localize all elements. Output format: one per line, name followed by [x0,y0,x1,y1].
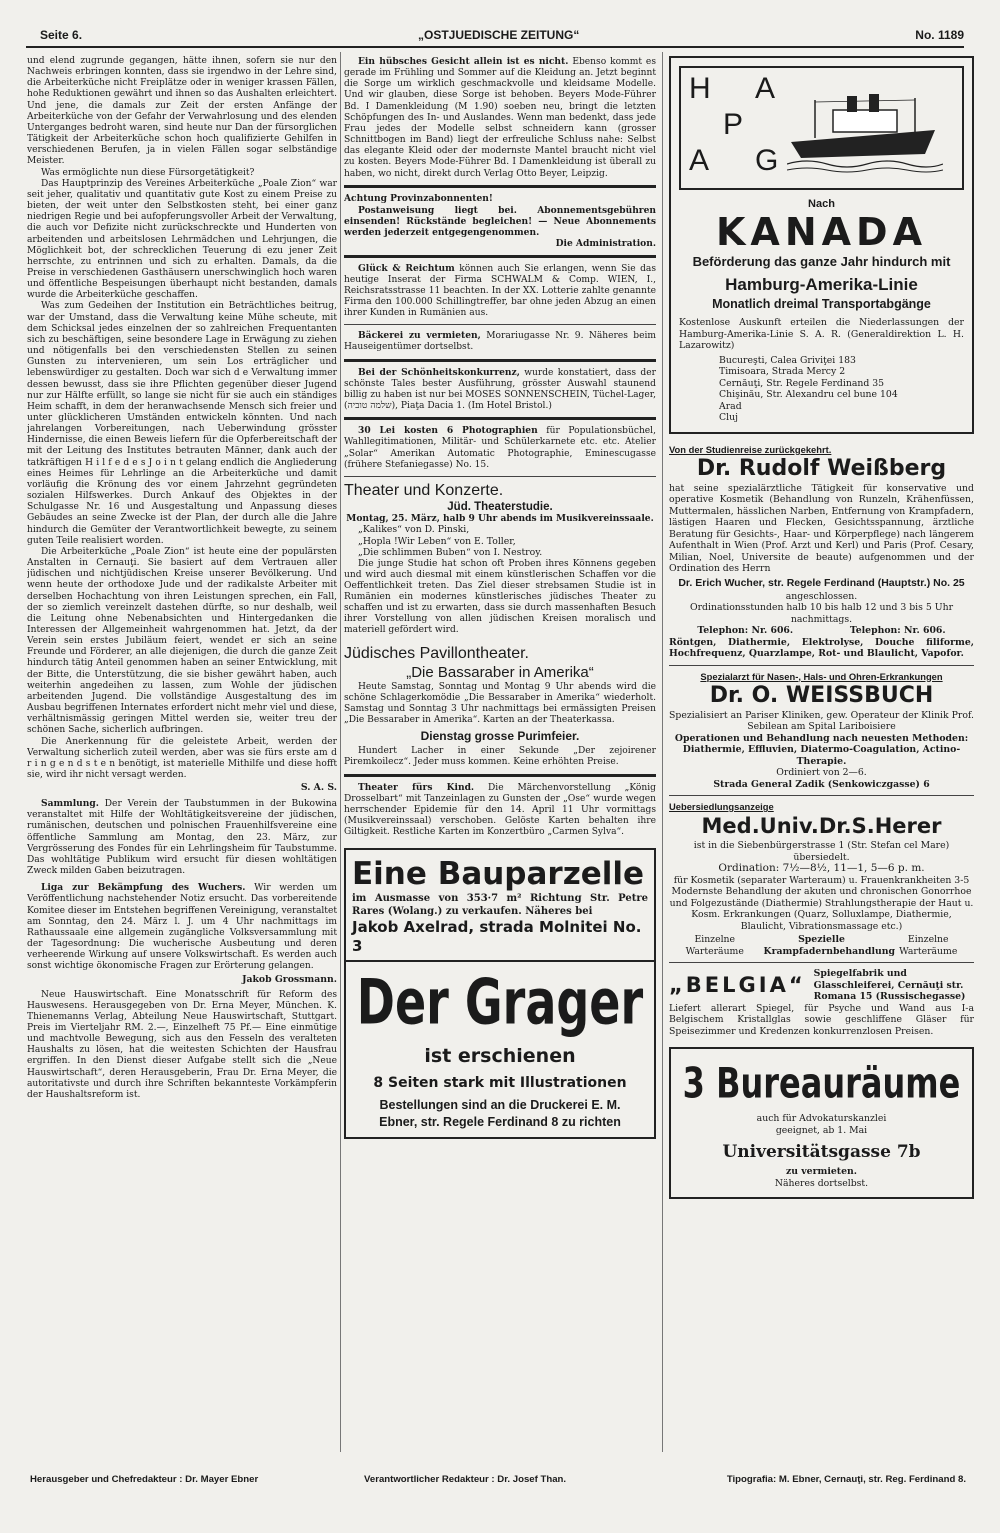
notice-signature: Die Administration. [555,238,656,250]
news-item-heading: Neue Hauswirtschaft. [41,989,148,1000]
hapag-kanada: KANADA [715,210,928,254]
hapag-letter: P [723,108,744,141]
separator [344,774,656,777]
purim-title: Dienstag grosse Purimfeier. [420,729,580,744]
article-paragraph: Das Hauptprinzip des Vereines Arbeiterküche „Poale Zion“ war seit jeher, qualitativ und quantitativ gute Kost zu einem Preise zu bieten, der weit unter den Selbstkosten steht, bei einer ganz niedrigen Regie und bei aufopferungsvoller Arbeit der Verwaltung, die auch vor Defizite nicht zurückschreckte und Hunderten von arbeitenden und arbeitslosen Lehrmädchen und Lehrjungen, die Möglichkeit bot, der schrecklichen Teuerung di ezu jener Zeit herrschte, zu entrinnen und sich zu erhalten. Damals, da die Preise in verschiedenen Gasthäusern unerschwinglich hoch waren und öffentliche Bespeisungen überhaupt nicht bestanden, damals wurde die Arbeiterküche geschaffen. [27,178,337,301]
hapag-branch: Chişinău, Str. Alexandru cel bune 104 [719,389,898,400]
news-item-signature: Jakob Grossmann. [242,973,337,985]
hapag-letter: H [689,72,711,105]
weissbuch-specialty: Spezialarzt für Nasen-, Hals- und Ohren-Erkrankungen [700,670,943,682]
article-paragraph: Die Arbeiterküche „Poale Zion“ ist heute eine der populärsten Anstalten in Cernauţi. Sie basiert auf dem Vertrauen aller jüdischen und nichtjüdischen Kreise unserer Bevölkerung. Und wenn heute der orthodoxe Jude und der radikalste Arbeiter mit derselben Hochachtung von ihren Leistungen sprechen, ein Fall, der so ziemlich vereinzelt dastehen dürfte, so nur deshalb, weil die Leitung ohne Nebenabsichten und Hintergedanken die Interessen der Allgemeinheit wahrgenommen hat. Jetzt, da der Verein sein erstes Jubiläum feiert, wendet er sich an seine Freunde und Förderer, an alle diejenigen, die durch die ganze Zeit hindurch tätig Anteil genommen haben an seiner Entwicklung, mit der Bitte, die Unterstützung, die sie bisher gewährt haben, auch weiterhin angedeihen zu lassen, zum Wohle der jüdischen arbeitenden Jugend. Die vollständige Ausgestaltung des im Ausbau begriffenen Internates erfordert nicht mehr viel und diese, verhältnismässig geringen Mittel werden sie, weiter treu der schönen Sache, sicherlich aufbringen. [27,546,337,736]
weissbuch-address: Strada General Zadik (Senkowiczgasse) 6 [713,778,930,790]
weissberg-phones [669,625,974,637]
notice-text: können auch Sie erlangen, wenn Sie das heutige Inserat der Firma SCHWALM & Comp. WIEN, I., Reichsratsstrasse 11 beachten. In der XX. Lotterie zahlte genannte Firma den 100.000 Schillingtreffer, bar ohne jeden Abzug an einen ihrer Kunden in Rumänien aus. [344,263,656,319]
hapag-branch: Timisoara, Strada Mercy 2 [719,366,846,377]
notice-text: Die Märchenvorstellung „König Drosselbart“ mit Tanzeinlagen zu Gunsten der „Ose“ wurde wegen herrschender Epidemie für den 14. April 11 Uhr vormittags (Musikvereinssaal) verschoben. Gelöste Karten behalten ihre Giltigkeit. Restliche Karten im Konzertbüro „Carmen Sylva“. [344,782,656,838]
grager-order: Bestellungen sind an die Druckerei E. M. [379,1098,621,1113]
separator [344,185,656,188]
footer-editor: Herausgeber und Chefredakteur : Dr. Mayer Ebner [30,1474,259,1485]
hapag-logo [679,66,964,190]
page-header [40,26,964,42]
article-paragraph: Was zum Gedeihen der Institution ein Beträchtliches beitrug, war der Umstand, dass die Verwaltung keine Mühe scheute, mit dem Schicksal jedes einzelnen der so zahlreichen Frequentanten sich zu beschäftigen, seine besondere Lage in Erwägung zu ziehen und nötigenfalls bei den verschiedensten Stellen zu seinen Gunsten zu intervenieren, um sein Los erträglicher und lebenswürdiger zu gestalten. Doch war sich d e Verwaltung immer dessen bewusst, dass sie ihre Pflichten gegenüber dieser Jugend nur zur Hälfte erfüllt, so lange sie nicht für sie auch ein ständiges Heim schafft, in dem der heranwachsende Mensch sich freier und unter glücklicheren Umständen entwickeln könnten. Und nach jahrelangen Vorbereitungen, nach Ueberwindung grösster Hindernisse, die einen Beweis liefern für die Opferbereitschaft der mit der Leitung des Institutes betrauten Männer, dank auch der tatkräftigen H i l f e d e s J o i n t gelang endlich die Angliederung eines Heimes für Lehrlinge an die Arbeiterküche und damit vorläufig die Krönung des vor einem Jahrzehnt gegründeten sozialen Hilfswerkes. Durch Ankauf des Objektes in der Schulgasse Nr. 16 und Ausgestaltung und Anpassung dieses Gebäudes an seine Zwecke ist der Plan, der durch alle die Jahre hindurch die Gemüter der Verantwortlichkeit bewegte, zu seinem guten Teile realisiert worden. [27,301,337,546]
separator [344,476,656,477]
news-item-heading: Liga zur Bekämpfung des Wuchers. [41,882,246,894]
notice [344,263,656,320]
article-paragraph: Die Anerkennung für die geleistete Arbeit, werden der Verwaltung sicherlich zuteil werden, aber was sie fürs erste am d r i n g e n d s t e n benötigt, ist materielle Mithilfe und diese hofft sie, wird ihr nicht versagt werden. [27,736,337,780]
belgia-text: Liefert allerart Spiegel, für Psyche und Wand aus I-a Belgischem Kristallglas sowie geschliffene Gläser für Speisezimmer und Kredenzen konkurrenzlosen Preisen. [669,1002,974,1037]
grager-ad [344,962,656,1139]
weissberg-equipment: Röntgen, Diathermie, Elektrolyse, Douche filiforme, Hochfrequenz, Quarzlampe, Rot- und Blaulicht, Vapofor. [669,636,974,659]
notice-text: wurde konstatiert, dass der schönste Tales bester Ausführung, grösster Auswahl staunend billig zu haben ist nur bei MOSES SONNENSCHEIN, Tüchel-Lager, (שלמה טוביה), Piaţa Dacia 1. (Im Hotel Bristol.) [344,367,656,412]
column-3 [669,56,974,1456]
hapag-branches [679,355,964,424]
play-title: „Die schlimmen Buben“ von I. Nestroy. [358,547,543,558]
bureau-title: 3 Bureauräume [682,1058,961,1108]
hapag-letter: A [689,144,710,177]
purim-text: Hundert Lacher in einer Sekunde „Der zejoirener Piremkoilecz“. Jeder muss kommen. Keine erhöhten Preise. [344,746,656,768]
notice [344,367,656,413]
notice-heading: Bei der Schönheitskonkurrenz, [358,366,520,378]
weissberg-name: Dr. Rudolf Weißberg [696,455,947,481]
notice-heading: 30 Lei kosten 6 Photographien [358,425,538,437]
herer-feature: Einzelne Warteräume [899,934,958,957]
pavillon-text: Heute Samstag, Sonntag und Montag 9 Uhr abends wird die schöne Schlagerkomödie „Die Bessaraber in Amerika“ wiederholt. Samstag und Sonntag 3 Uhr nachmittags bei ermässigten Preisen „Die Bessaraber in Amerika“. Karten an der Theaterkassa. [344,681,656,726]
weissberg-text: hat seine spezialärztliche Tätigkeit für konservative und operative Kosmetik (Behandlung von Runzeln, Krähenfüssen, Muttermalen, hässlichen Narben, Entfernung von Krampfadern, lästigen Haaren und Flecken, Gesichtsspannung, ärztliche Beratung für Gesichts-, Haar- und Körperpflege) nach längerem Aufenthalt in Wien (Prof. Arzt und Kerl) und Paris (Prof. Cesary, Milian, Noel, Universite de beaute) aufgenommen und der Ordination des Herrn [669,482,974,574]
belgia-subtitle: Spiegelfabrik und Glasschleiferei, Cernăuţi str. Romana 15 (Russischegasse) [813,968,966,1002]
belgia-name: „BELGIA“ [669,973,806,998]
news-item [27,990,337,1102]
notice [344,330,656,353]
news-item-text: Wir werden um Veröffentlichung nachstehender Notiz ersucht. Das vorbereitende Komitee dieser im Entstehen begriffenen Vereinigung, veranstaltet am Sonntag, den 24. März l. J. um 4 Uhr nachmittags im Rathaussaale eine allgemein zugängliche Volksversammlung mit der Tagesordnung: Die wucherische Ausbeutung und deren verheerende Wirkung auf unsere Volkswirtschaft. Es werden auch sonst wichtige ökonomische Fragen zur Erörterung gelangen. [27,883,337,972]
belgia-header [669,968,974,1003]
news-item-text: Der Verein der Taubstummen in der Bukowina veranstaltet mit Hilfe der Wohltätigkeitsvereine der jüdischen, rumänischen, deutschen und polnischen Frauenhilfsvereine eine öffentliche Sammlung am Montag, den 23. März, zur Vergrösserung des Fondes für ein Lehrlingsheim für Taubstumme. Das wohltätige Publikum wird ersucht für diesen wohltätigen Zweck milden Gaben beizutragen. [27,799,337,877]
herer-note: Uebersiedlungsanzeige [669,801,774,812]
steamship-icon [787,80,943,176]
hapag-info: Kostenlose Auskunft erteilen die Niederlassungen der Hamburg-Amerika-Linie S. A. R. (Generaldirektion L. H. Lazarowitz) [679,317,964,351]
column-divider [662,52,663,1452]
bureau-rent: zu vermieten. [786,1166,857,1177]
bureau-info: Näheres dortselbst. [774,1177,869,1189]
notice-heading: Bäckerei zu vermieten, [358,330,481,342]
bauparzelle-ad [344,848,656,962]
bureau-address: Universitätsgasse 7b [722,1142,921,1162]
footer-redacteur: Verantwortlicher Redakteur : Dr. Josef Than. [364,1474,567,1485]
herer-hours: Ordination: 7½—8½, 11—1, 5—6 p. m. [718,862,925,874]
grager-pages: 8 Seiten stark mit Illustrationen [373,1075,627,1092]
notice-heading: Theater fürs Kind. [358,781,475,793]
theater-studio-title: Jüd. Theaterstudie. [447,500,553,513]
separator [344,359,656,362]
separator [669,795,974,796]
pavillon-title: Jüdisches Pavillontheater. [344,644,529,662]
bauparzelle-title: Eine Bauparzelle [352,856,645,893]
header-rule [26,46,964,48]
weissbuch-hours: Ordiniert von 2—6. [776,767,867,778]
notice-heading: Ein hübsches Gesicht allein ist es nicht. [358,56,569,67]
notice [344,425,656,471]
herer-features [669,934,974,957]
separator [344,255,656,258]
column-divider [340,52,341,1452]
weissberg-address: Dr. Erich Wucher, str. Regele Ferdinand (Hauptstr.) No. 25 [678,576,965,589]
weissberg-hours: Ordinationsstunden halb 10 bis halb 12 und 3 bis 5 Uhr nachmittags. [689,602,954,625]
news-item [27,798,337,877]
notice-text: Morariugasse Nr. 9. Näheres beim Hauseigentümer dortselbst. [344,331,656,353]
hapag-nach: Nach [808,198,835,210]
news-item-heading: Sammlung. [41,798,99,810]
separator [669,665,974,666]
separator [669,962,974,963]
separator [344,417,656,420]
hapag-branch: Cluj [719,412,738,423]
notice-text: für Populationsbüchel, Wahllegitimationen, Militär- und Schülerkarnete etc. etc. Atelier „Solar“ Amerikan Automatic Photographie, Eminescugasse (frühere Stefaniegasse) No. 15. [344,426,656,470]
news-item-text: Eine Monatsschrift für Reform des Hauswesens. Herausgegeben von Dr. Erna Meyer, München. K. Thienemanns Verlag, Abteilung Neue Hauswirtschaft, Stuttgart. Preis im Vierteljahr RM. 2.—, Einzelheft 75 Pf.— Eine einmütige und machtvolle Bewegung, sich aus den Fesseln des veralteten Haushalts zu lösen, hat die weitesten Schichten der Hausfrau ergriffen. In den Dienst dieser Aufgabe stellt sich die „Neue Hauswirtschaft“, deren Herausgeberin, Frau Dr. Erna Meyer, die autoritativste und durch ihre Schriften bekannteste Vorkämpferin der Haushaltsreform ist. [27,989,337,1100]
notice [344,782,656,839]
bauparzelle-text: im Ausmasse von 353·7 m² Richtung Str. Petre Rares (Wolang.) zu verkaufen. Näheres bei [352,893,648,918]
hapag-monthly: Monatlich dreimal Transportabgänge [712,297,931,311]
hapag-letter: A [755,72,776,105]
hapag-transport: Beförderung das ganze Jahr hindurch mit [692,254,951,269]
bauparzelle-contact: Jakob Axelrad, strada Molnitei No. 3 [352,918,642,956]
theater-studio-date: Montag, 25. März, halb 9 Uhr abends im Musikvereinssaale. [346,512,654,524]
hapag-branch: Arad [719,400,742,412]
weissbuch-text: Operationen und Behandlung nach neuesten Methoden: Diathermie, Effluvien, Diatermo-Coagulation, Actino-Therapie. [674,732,969,767]
bureau-ad [669,1047,974,1199]
grager-order: Ebner, str. Regele Ferdinand 8 zu richten [379,1115,621,1130]
newspaper-title: „OSTJUEDISCHE ZEITUNG“ [417,28,580,42]
page-number: Seite 6. [40,28,83,42]
phone: Telephon: Nr. 606. [849,625,946,636]
column-2 [344,56,656,1456]
issue-number: No. 1189 [915,28,964,42]
pavillon-play: „Die Bassaraber in Amerika“ [406,663,594,681]
article-paragraph: Was ermöglichte nun diese Fürsorgetätigkeit? [41,167,255,178]
weissberg-note: Von der Studienreise zurückgekehrt. [669,443,832,455]
notice-heading: Achtung Provinzabonnenten! [344,192,493,204]
hapag-letter: G [755,144,779,177]
herer-feature: Spezielle Krampfadernbehandlung [763,934,895,957]
play-title: „Kalikes“ von D. Pinski, [358,524,470,535]
notice-text: Postanweisung liegt bei. Abonnementsgebühren einsenden! Rückstände begleichen! — Neue Abonnements werden jederzeit entgegengenommen. [344,204,656,239]
herer-text: ist in die Siebenbürgerstrasse 1 (Str. Stefan cel Mare) übersiedelt. [693,840,950,863]
hapag-branch: Bucureşti, Calea Griviţei 183 [719,354,856,366]
grager-title: Der Grager [356,965,644,1039]
theater-studio-text: Die junge Studie hat schon oft Proben ihres Könnens gegeben und wird auch diesmal mit einem künstlerischen Schaffen vor die Oeffentlichkeit treten. Das Ziel dieser strebsamen Studie ist in Rumänien ein modernes künstlerisches jüdisches Theater zu schaffen und ist zu erwarten, dass sie durch massenhaften Besuch ihrer Vorstellung von allen jüdischen Kreisen moralisch und materiell gefördert wird. [344,558,656,636]
hapag-ad [669,56,974,434]
section-title: Theater und Konzerte. [344,481,504,499]
article-paragraph: und elend zugrunde gegangen, hätte ihnen, sofern sie nur den Nachweis erbringen konnten, dass sie irgendwo in der Lehre sind, die Arbeiterküche nicht Freiplätze oder in weniger krassen Fällen, hohe Reduktionen gewährt und ihnen so das Aushalten erleichtert. Und jene, die damals zur Zeit der ersten Anfänge der Arbeiterküche von der Gefahr der Verwahrlosung und des elenden Unterganges bedroht waren, sind heute nur Dan der fürsorglichen Tätigkeit der Arbeiterküche schon hoch qualifizierte Gehilfen in verschiedenen Berufen, ja in vielen Fällen sogar selbständige Meister. [27,56,337,167]
news-item [27,882,337,972]
article-signature: S. A. S. [300,782,337,794]
hapag-branch: Cernăuţi, Str. Regele Ferdinand 35 [719,377,885,389]
phone: Telephon: Nr. 606. [697,625,794,636]
weissbuch-text: Spezialisiert an Pariser Kliniken, gew. Operateur der Klinik Prof. Sebilean am Spital Lariboisiere [669,709,974,732]
herer-name: Med.Univ.Dr.S.Herer [701,814,942,838]
separator [344,324,656,325]
herer-feature: Einzelne Warteräume [685,934,744,957]
notice-text: Ebenso kommt es gerade im Frühling und Sommer auf die Kleidung an. Jetzt beginnt die Sorge um wirklich geschmackvolle und kleidsame Modelle. Und wir glauben, diese Sorge ist behoben. Beyers Mode-Führer Bd. I Damenkleidung (M 1.90) soeben neu, bringt die letzten Schöpfungen des In- und Auslandes. Wenn man bedenkt, dass jede Frau jedes der Modelle selbst schneidern kann (grosser Schnittbogen im Band) liegt der erfreuliche Schluss nahe: Selbst das elegante Kleid oder der modernste Mantel braucht nicht viel zu kosten. Beyers Mode-Führer Bd. I Damenkleidung ist überall zu haben, wo nicht, direkt durch Verlag Otto Beyer, Leipzig. [344,57,656,179]
footer-printer: Tipografia: M. Ebner, Cernauţi, str. Reg. Ferdinand 8. [726,1474,966,1485]
bureau-text: auch für Advokaturskanzlei geeignet, ab 1. Mai [756,1113,887,1136]
hapag-line-name: Hamburg-Amerika-Linie [725,275,918,294]
weissbuch-name: Dr. O. WEISSBUCH [709,682,934,708]
herer-text: für Kosmetik (separater Warteraum) u. Frauenkrankheiten 3-5 Modernste Behandlung der akuten und chronischen Gonorrhoe und Folgezustände (Diathermie) Strahlungstherapie der Haut u. Kosm. Erkrankungen (Quarz, Solluxlampe, Diathermie, Blaulicht, Vibrationsmassage etc.) [669,874,974,932]
grager-subtitle: ist erschienen [424,1045,576,1068]
notice-heading: Glück & Reichtum [358,262,455,274]
notice [344,193,656,205]
weissberg-joined: angeschlossen. [785,590,858,602]
column-1 [27,56,337,1456]
play-title: „Hopla !Wir Leben“ von E. Toller, [358,535,516,547]
notice [344,56,656,180]
